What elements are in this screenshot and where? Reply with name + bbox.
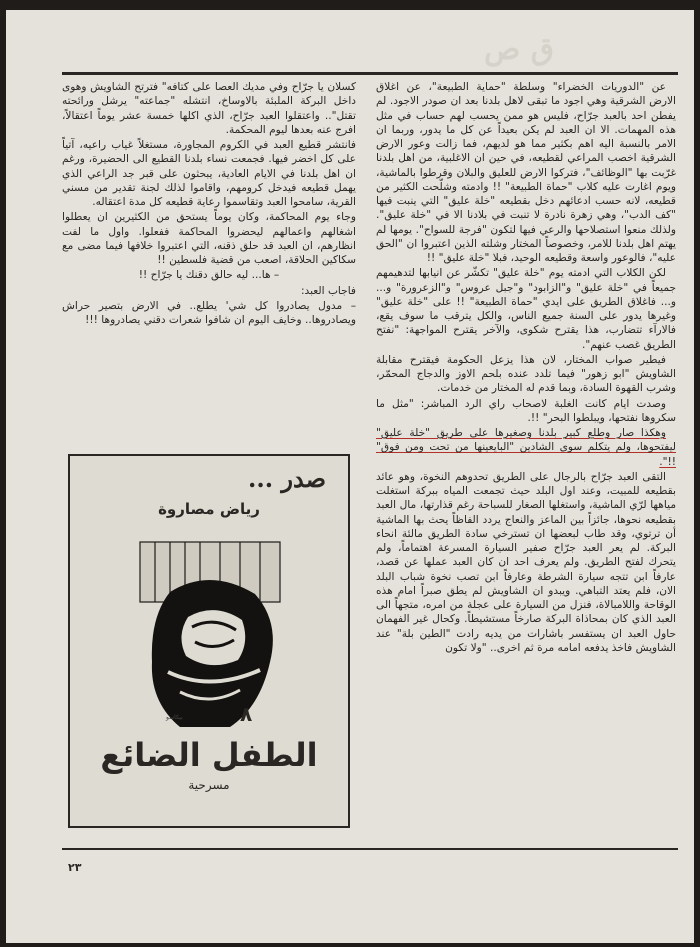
page-number: ٢٣ <box>68 861 82 874</box>
book-title: الطفل الضائع <box>100 736 318 774</box>
cover-digit: ٨ <box>240 702 253 726</box>
right-paragraph: فيطير صواب المختار، لان هذا يزعل الحكومة فيقترح مقابلة الشاويش "ابو زهور" فيما تلدد عنده بلحم الاوز والدجاج المحمّر، وشرب القهوة السادة، وبما قدم له المختار من خدمات. <box>376 353 676 395</box>
book-cover-advertisement <box>68 454 350 828</box>
series-label: صدر ... <box>248 464 326 493</box>
magazine-page <box>6 10 694 943</box>
right-paragraph: عن "الدوريات الخضراء" وسلطة "حماية الطبيعة"، عن اغلاق الارض الشرقية وهي اجود ما تبقى لاهل بلدنا بعد ان صودر الاجود. لم يفطن احد بالعبد جرّاح، فليس هو ممن يحسب لهم حساب في مثل هذه المهمات. الا ان العبد لم يكن بعيداً عن كل ما يدور، وربما ان الامر بالنسبة اليه اهم بكثير مما هو لديهم، فما زالت وعور الارض الشرقية اخصب المراعي لقطيعه، في حين ان الاغلبية، من اهل بلدنا غرّبت بها "الوظائف"، فتركوا الارض للعليق والبلان وقرطوا بالماشية، ويوم اغارت عليه كلاب "حماة الطبيعة" !! وادمته وشلّحت الكثير من قطيعه، لانه حسب ادعائهم دخل بقطيعه "خلة عليق" التي ينبت فيها "كف الدب"، وهي زهرة نادرة لا تنبت في بلادنا الا في "خلة عليق". ولذلك منعوا استصلاحها والرعي فيها لتكون "فرجة للسواح". يومها لم يهتم اهل بلدنا للامر، وخصوصاً المختار وشلته الذين اعتبروا ان "الحق عليه"، فالوعور واسعة وقطيعه الوحيد، فبلا "خلة عليق" !! <box>376 81 676 264</box>
left-paragraph: فانتشر قطيع العبد في الكروم المجاورة، مستغلاً غياب راعيه، آتياً على كل اخضر فيها. فجمعت نساء بلدنا القطيع الى الحضيرة، ورغم ان اهل بلدنا في الايام العادية، يبحثون على قبر جد الراعي الذي يهمل قطيعه فيدخل كرومهم، واقاموا لذلك لجنة تقدير من مسني القرية، سامحوا العبد وتقاسموا رعاية قطيعه كل مدة اعتقاله. <box>62 139 356 208</box>
right-paragraph: التقى العبد جرّاح بالرجال على الطريق تحدوهم النخوة، وهو عائد بقطيعه للمبيت، وعند اول البلد حيث تجمعت المياه ببركة استغلت مياهها لرّي الماشية، واستغلها الصغار للسباحة رغم قذارتها، مال العبد بقطيعه نحوها، جائزاً بين الماعز والنعاج يردد الفاظاً يحث بها الماشية أن ترتوي، وقد طاب لبعضها ان تسترخي سادة الطريق مالئة انحاء البركة. لم يعر العبد جرّاح صفير السيارة المسرعة اهتماماً، ولم يتحرك لفتح الطريق. ولم يعرف احد ان كان العبد عملها عن قصد، عارفاً ابن تتجه سيارة الشرطة وعارفاً ابن تصب نخوة شباب البلد الان، فلم يعتد التباهي. ويبدو ان الشاويش لم يطق صبراً امام هذه الوقاحة واللامبالاة، فنزل من السيارة على عجلة من امره، متجهاً الى العبد الذي كان بمحاذاة البركة صارخاً مستشيطاً. وكحال غير الفهمان حاول العبد ان يستفسر باشارات من يديه رادت "الطين بلة" عند الشاويش فاخذ يدفعه امامه مرة ثم اخرى.. "ولا تكون <box>376 470 676 654</box>
right-paragraph-underlined: وهكذا صار وطلع كبير بلدنا وصغيرها على طريق "خلة عليق" ليفتحوها، ولم يتكلم سوى الشادين "البايعينها من تحت ومن فوق" !!". <box>376 427 676 468</box>
book-author: رياض مصاروة <box>158 500 260 518</box>
dialogue-line: فاجاب العبد: <box>300 284 356 297</box>
dialogue-line: – مدول يصادروا كل شي' يطلع.. في الارض بتصير حراش ويصادروها.. وخايف اليوم ان شافوا شعرات دقني يصادروها !!! <box>62 299 356 326</box>
left-paragraph: وجاء يوم المحاكمة، وكان يوماً يستحق من الكثيرين ان يعطلوا اشغالهم واعمالهم ليحضروا المحاكمة ففعلوا. واول ما لفت انظارهم، ان العبد قد حلق ذقنه، التي اعتبروا خلافها فيما مضى مع سكاكين الحلاقة، اصعب من قضية فلسطين !! <box>62 211 356 266</box>
right-column <box>376 80 676 656</box>
cover-illustration <box>110 532 310 737</box>
top-rule <box>62 72 678 75</box>
left-column <box>62 80 356 328</box>
right-paragraph: وصدت ايام كانت الغلبة لاصحاب راي الرد المباشر: "مثل ما سكروها نفتحها، ويبلطوا البحر" !!. <box>376 397 676 424</box>
dialogue-line: – ها... ليه حالق دقنك يا جرّاح !! <box>138 269 280 282</box>
right-paragraph: لكن الكلاب التي ادمته يوم "خلة عليق" تكشّر عن انيابها لتدهيمهم جميعاً في "خلة عليق" و"الزابود" و"جبل عروس" و"الزعرورة" و... و... فاغلاق الطريق على ايدي "حماة الطبيعة" !! على "خلة عليق" وغيرها يدور على السنة جميع الناس، والكل يترقب ما سوف يقع، فالارآء تتضارب، هذا يقترح شكوى، والآخر يقترح المواجهة: "نفتح الطريق غصب عنهم". <box>376 267 676 351</box>
bottom-rule <box>62 848 678 850</box>
ghost-header-text: ق ص <box>484 32 554 67</box>
book-genre: مسرحية <box>188 778 230 792</box>
left-paragraph: كسلان يا جرّاح وفي مديك العصا على كتافه" فترتح الشاويش وهوى داخل البركة الملبئة بالاوساخ، انتشله "جماعته" يرشل ورائحته تقتل".. واعتقلوا العبد جرّاح، الذي اكلها خمسة عشر يوماً اعتقالاً، افرج عنه بعدها ليوم المحكمة. <box>62 81 356 136</box>
artist-signature: بيكاسو <box>166 714 183 721</box>
